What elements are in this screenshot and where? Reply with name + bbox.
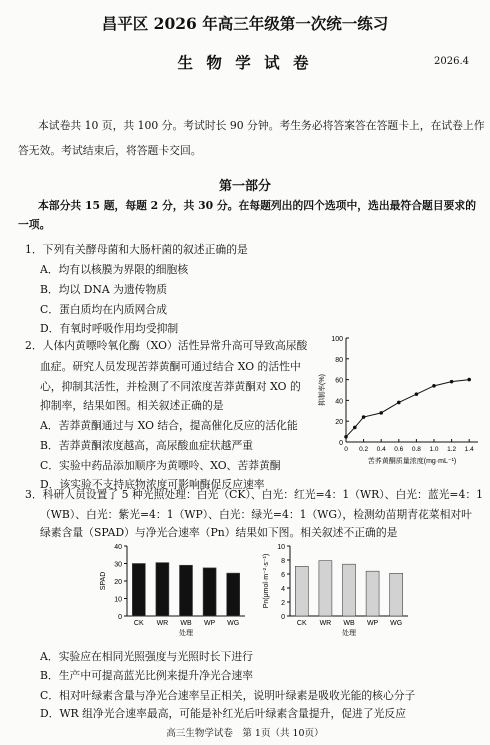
data-point: [362, 415, 366, 419]
data-point: [344, 435, 348, 439]
bar-wr: [156, 563, 169, 616]
x-tick-label: WR: [156, 620, 169, 627]
x-tick-label: 1.2: [447, 446, 457, 453]
y-tick-label: 0: [118, 614, 122, 621]
data-point: [397, 401, 401, 405]
x-tick-label: WB: [180, 620, 192, 627]
data-line: [346, 380, 469, 437]
q3-line-2: （WB）、白光：紫光=4：1（WP）、白光：绿光=4：1（WG），检测幼苗期青花菜相对叶: [40, 508, 472, 521]
x-axis-label: 处理: [179, 630, 193, 637]
q3-pn-chart: [258, 540, 418, 643]
bar-ck: [132, 564, 145, 617]
exam-subtitle: 生 物 学 试 卷: [177, 53, 313, 72]
q2-option-c: C．实验中药品添加顺序为黄嘌呤、XO、苦莽黄酮: [40, 459, 281, 472]
q3-option-a: A．实验应在相同光照强度与光照时长下进行: [40, 650, 253, 663]
bar-wp: [203, 568, 216, 616]
q1-stem: 1．下列有关酵母菌和大肠杆菌的叙述正确的是: [25, 243, 248, 256]
part-heading: 第一部分: [218, 179, 271, 194]
notice-line-2: 答无效。考试结束后，将答题卡交回。: [18, 144, 202, 157]
q3-option-b: B．生产中可提高蓝光比例来提升净光合速率: [40, 669, 254, 682]
x-tick-label: 1.4: [464, 446, 474, 453]
notice-line-1: 本试卷共 10 页，共 100 分。考试时长 90 分钟。考生务必将答案答在答题卡上，在试卷上作: [38, 119, 485, 132]
data-point: [353, 426, 357, 430]
y-axis-label: SPAD: [100, 571, 107, 591]
q2-option-a: A．苦莽黄酮通过与 XO 结合，提高催化反应的活化能: [40, 419, 298, 432]
y-tick-label: 0: [339, 440, 343, 447]
y-tick-label: 6: [281, 572, 285, 579]
bar-wg: [227, 573, 240, 616]
q1-option-b: B．均以 DNA 为遗传物质: [40, 283, 168, 296]
bar-wb: [343, 564, 356, 616]
x-tick-label: WP: [366, 620, 379, 627]
x-tick-label: CK: [133, 620, 144, 627]
x-tick-label: 0.8: [411, 446, 421, 453]
x-tick-label: WG: [227, 620, 240, 627]
x-tick-label: 0.2: [359, 446, 369, 453]
x-tick-label: 0.4: [376, 446, 386, 453]
y-tick-label: 8: [281, 558, 285, 565]
bar-wp: [366, 571, 379, 616]
y-tick-label: 0: [281, 614, 285, 621]
q2-chart-svg: [310, 330, 485, 470]
q2-line-4: 抑制率，结果如图。相关叙述正确的是: [40, 399, 224, 412]
x-tick-label: 0: [344, 446, 348, 453]
x-tick-label: WR: [319, 620, 332, 627]
data-point: [450, 380, 454, 384]
exam-date: 2026.4: [434, 56, 469, 67]
q3-line-3: 绿素含量（SPAD）与净光合速率（Pn）结果如下图。相关叙述不正确的是: [40, 526, 398, 539]
y-tick-label: 10: [114, 596, 122, 604]
bar-wb: [180, 565, 193, 616]
y-tick-label: 20: [335, 419, 343, 427]
y-tick-label: 4: [281, 586, 285, 593]
y-tick-label: 40: [114, 544, 122, 551]
y-tick-label: 60: [335, 377, 343, 385]
q2-option-b: B．苦莽黄酮浓度越高，高尿酸血症状越严重: [40, 439, 254, 452]
q3-pn-svg: [258, 540, 418, 640]
q3-line-1: 3．科研人员设置了 5 种光照处理：白光（CK）、白光：红光=4：1（WR）、白光：蓝光=4：1: [25, 488, 484, 501]
q3-spad-chart: [95, 540, 255, 643]
q1-option-a: A．均有以核膜为界限的细胞核: [40, 263, 189, 276]
q2-line-3: 心，抑制其活性，并检测了不同浓度苦莽黄酮对 XO 的: [40, 380, 301, 393]
q1-option-c: C．蛋白质均在内质网合成: [40, 303, 168, 316]
y-tick-label: 100: [331, 336, 343, 343]
q3-option-d: D．WR 组净光合速率最高，可能是补红光后叶绿素含量提升，促进了光反应: [40, 707, 407, 720]
x-axis-label: 处理: [342, 630, 356, 637]
x-tick-label: 0.6: [394, 446, 404, 453]
q2-inhibition-chart: [310, 330, 485, 473]
q3-option-c: C．相对叶绿素含量与净光合速率呈正相关，说明叶绿素是吸收光能的核心分子: [40, 689, 416, 702]
x-axis-label: 苦荞黄酮质量浓度(mg·mL⁻¹): [367, 458, 457, 465]
data-point: [432, 384, 436, 388]
y-tick-label: 40: [335, 398, 343, 406]
y-tick-label: 30: [114, 561, 122, 569]
bar-wr: [319, 561, 332, 616]
page-footer: 高三生物学试卷 第 1页（共 10页）: [166, 728, 324, 739]
q2-line-1: 2．人体内黄嘌呤氧化酶（XO）活性异常升高可导致高尿酸: [25, 339, 308, 352]
y-axis-label: 抑制率(%): [319, 374, 326, 406]
bar-ck: [295, 566, 308, 616]
x-tick-label: WP: [203, 620, 216, 627]
y-tick-label: 2: [281, 600, 285, 607]
x-tick-label: WB: [343, 620, 355, 627]
data-point: [467, 378, 471, 382]
q2-line-2: 血症。研究人员发现苦莽黄酮可通过结合 XO 的活性中: [40, 360, 301, 373]
y-axis-label: Pn(μmol·m⁻²·s⁻¹): [263, 553, 270, 609]
x-tick-label: 1.0: [429, 446, 439, 453]
x-tick-label: WG: [390, 620, 403, 627]
part-intro-2: 一项。: [18, 218, 51, 231]
data-point: [415, 392, 419, 396]
q3-spad-svg: [95, 540, 255, 640]
y-tick-label: 20: [114, 579, 122, 586]
y-tick-label: 10: [277, 544, 285, 551]
bar-wg: [390, 573, 403, 616]
x-tick-label: CK: [296, 620, 307, 627]
exam-title: 昌平区 2026 年高三年级第一次统一练习: [101, 14, 389, 33]
q2-option-d: D．该实验不支持底物浓度可影响酶促反应速率: [40, 478, 265, 491]
data-point: [379, 411, 383, 415]
part-intro-1: 本部分共 15 题，每题 2 分，共 30 分。在每题列出的四个选项中，选出最符合题目要求的: [38, 199, 477, 212]
y-tick-label: 80: [335, 356, 343, 364]
q1-option-d: D．有氧时呼吸作用均受抑制: [40, 322, 179, 335]
